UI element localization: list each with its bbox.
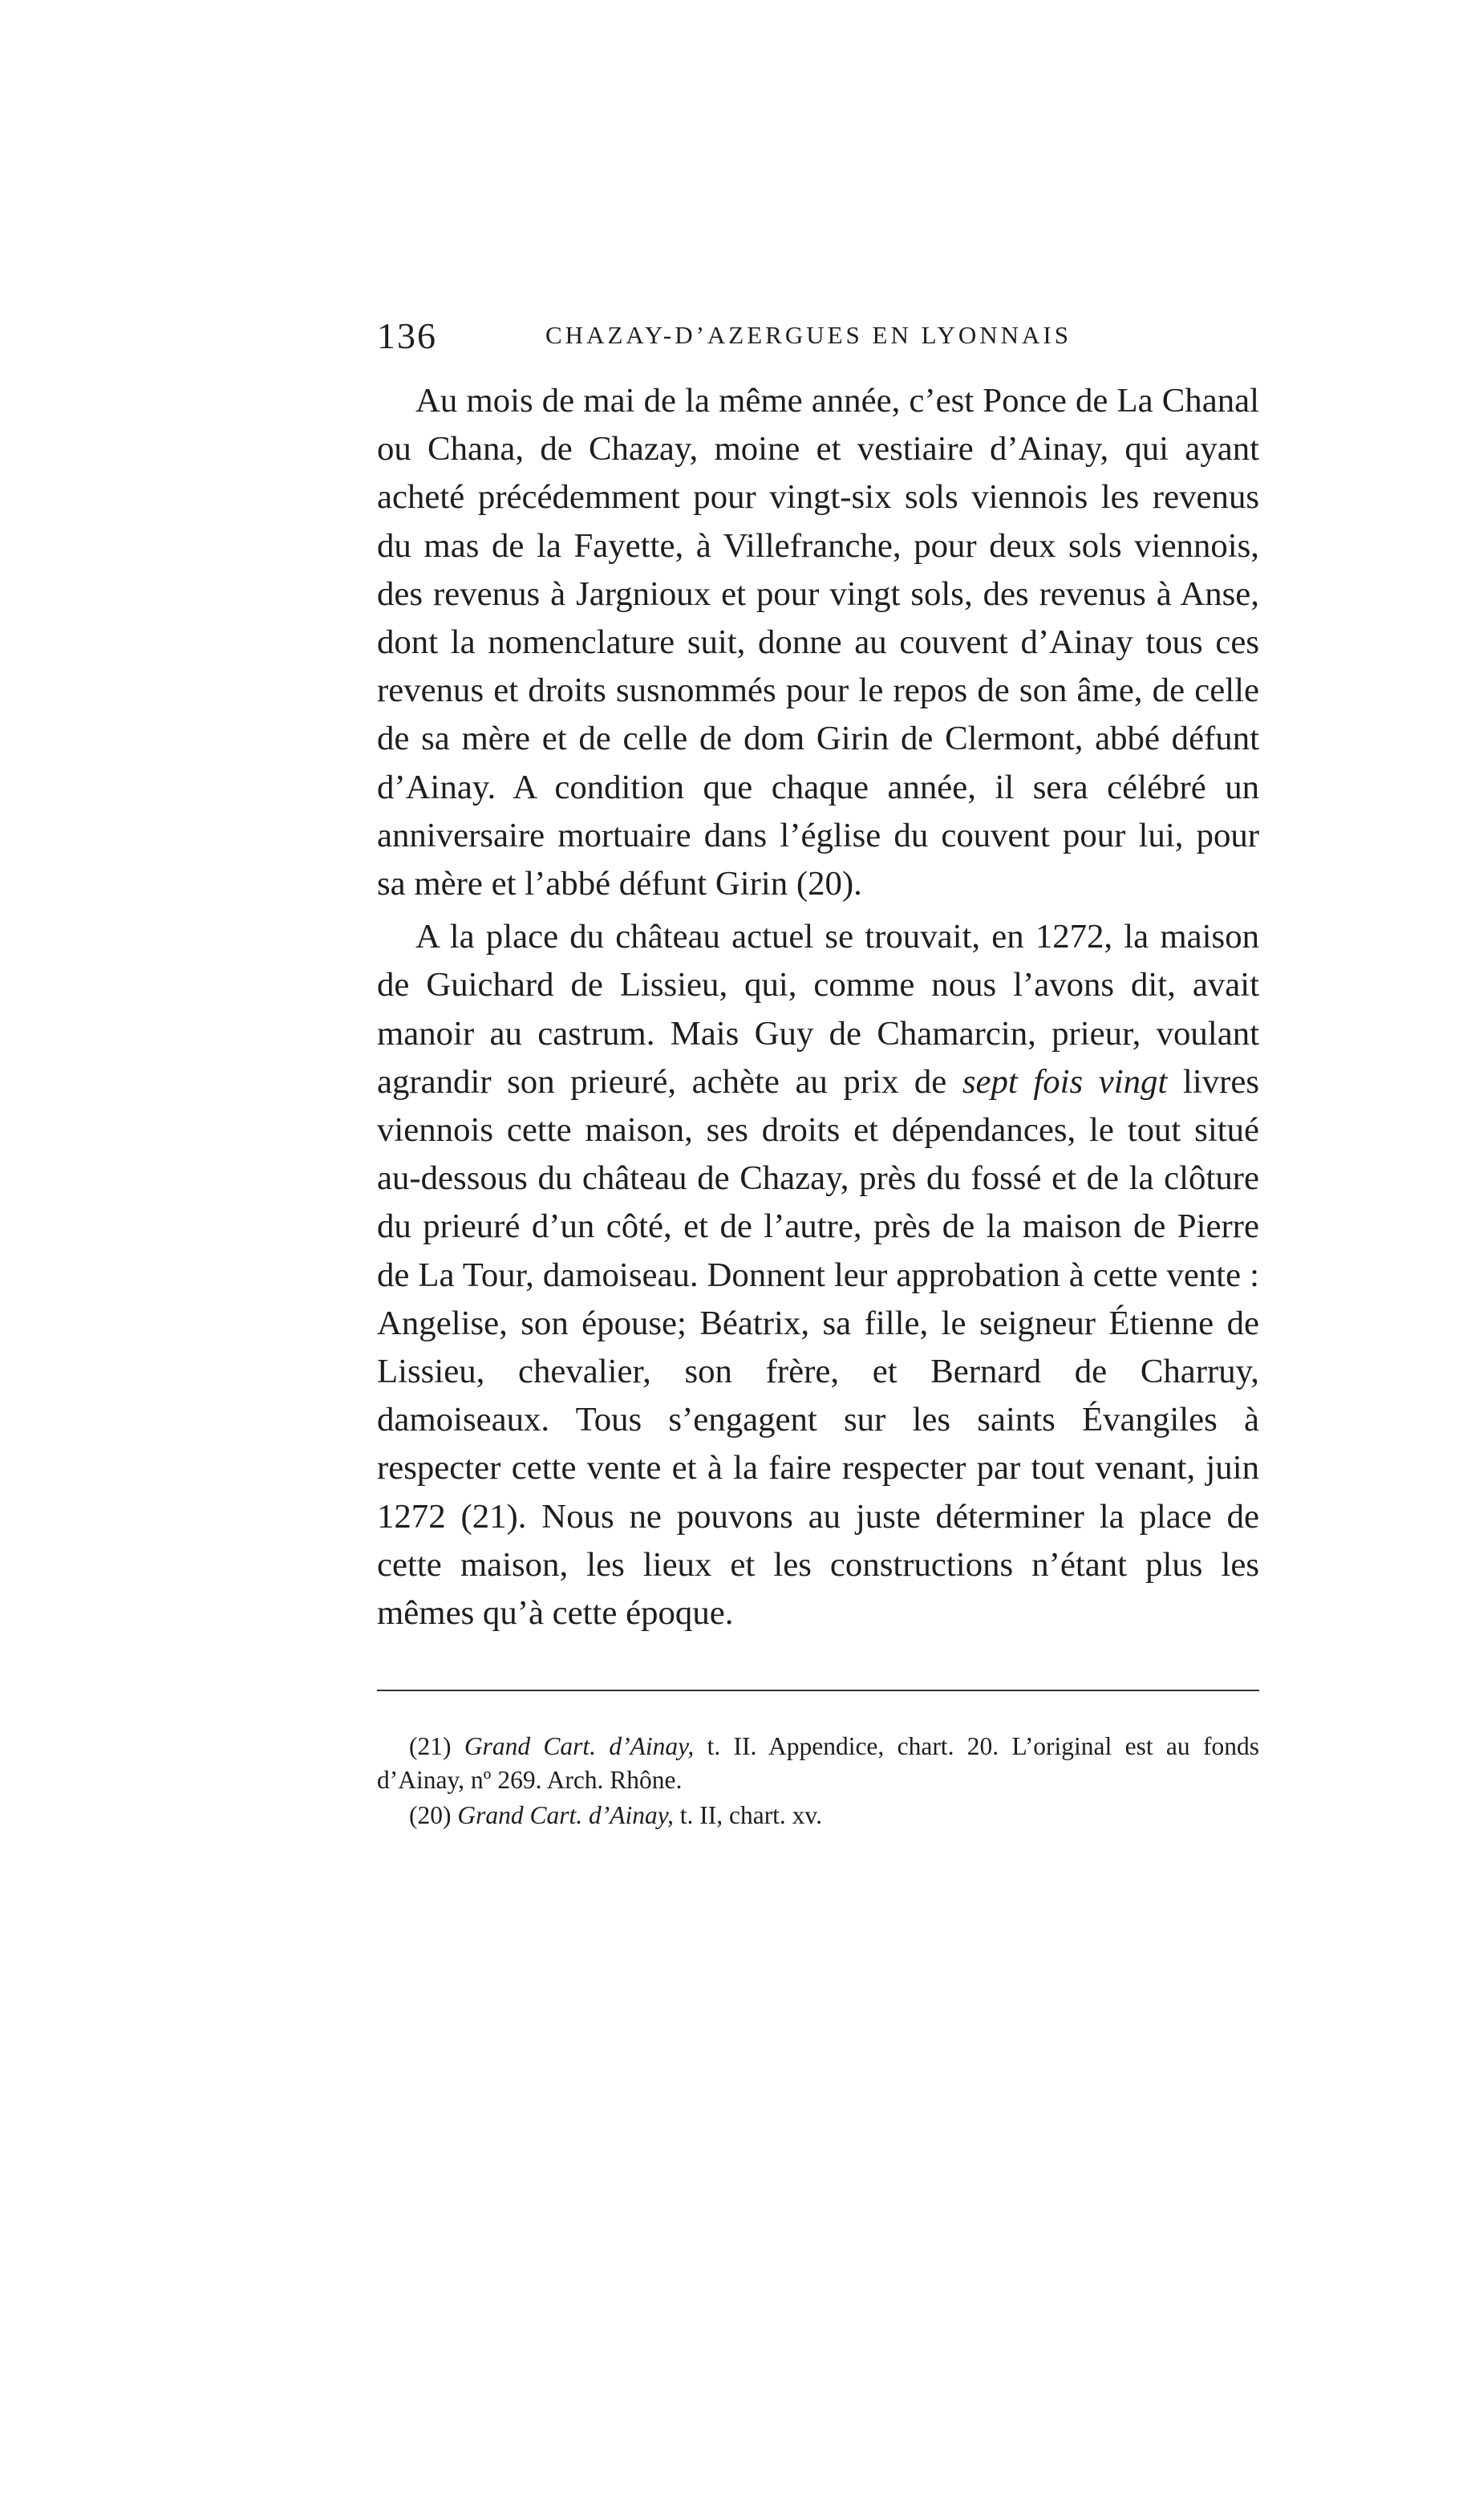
paragraph-2-text-before: A la place du château actuel se trouvait, en 1272, la maison de Guichard de Lissieu, qui, comme nous l’avons dit, avait manoir au castrum. Mais Guy de Chamarcin, prieur, voulant agrandir son prieuré, achète au prix de [377, 918, 1259, 1101]
footnote-source-title: Grand Cart. d’Ainay, [457, 1801, 674, 1829]
page-number: 136 [377, 315, 437, 356]
footnote-divider [377, 1690, 1259, 1691]
footnote-source-title: Grand Cart. d’Ainay, [464, 1732, 695, 1760]
body-text [377, 377, 1259, 1637]
paragraph-1: Au mois de mai de la même année, c’est Ponce de La Chanal ou Chana, de Chazay, moine et vestiaire d’Ainay, qui ayant acheté précédemment pour vingt-six sols viennois les revenus du mas de la Fayette, à Villefranche, pour deux sols viennois, des revenus à Jargnioux et pour vingt sols, des revenus à Anse, dont la nomenclature suit, donne au couvent d’Ainay tous ces revenus et droits susnommés pour le repos de son âme, de celle de sa mère et de celle de dom Girin de Clermont, abbé défunt d’Ainay. A condition que chaque année, il sera célébré un anniversaire mortuaire dans l’église du couvent pour lui, pour sa mère et l’abbé défunt Girin (20). [377, 382, 1259, 903]
footnote-number: (20) [409, 1801, 452, 1829]
running-title: CHAZAY-D’AZERGUES EN LYONNAIS [545, 321, 1072, 349]
footnote-number: (21) [409, 1732, 452, 1760]
paragraph-2-italic-phrase: sept fois vingt [962, 1062, 1168, 1101]
footnote-20 [377, 1799, 1259, 1832]
paragraph-2 [377, 913, 1259, 1637]
footnotes [377, 1730, 1259, 1832]
paragraph-2-text-after: livres viennois cette maison, ses droits et dépendances, le tout situé au-dessous du château de Chazay, près du fossé et de la clôture du prieuré d’un côté, et de l’autre, près de la maison de Pierre de La Tour, damoiseau. Donnent leur approbation à cette vente : Angelise, son épouse; Béatrix, sa fille, le seigneur Étienne de Lissieu, chevalier, son frère, et Bernard de Charruy, damoiseaux. Tous s’engagent sur les saints Évangiles à respecter cette vente et à la faire respecter par tout venant, juin 1272 (21). Nous ne pouvons au juste déterminer la place de cette maison, les lieux et les constructions n’étant plus les mêmes qu’à cette époque. [377, 1062, 1260, 1633]
footnote-text: t. II, chart. xv. [673, 1801, 823, 1829]
footnote-text: t. II. Appendice, chart. 20. L’original est au fonds d’Ainay, nº 269. Arch. Rhône. [377, 1732, 1259, 1794]
footnote-21 [377, 1730, 1259, 1797]
running-head [377, 314, 1259, 363]
